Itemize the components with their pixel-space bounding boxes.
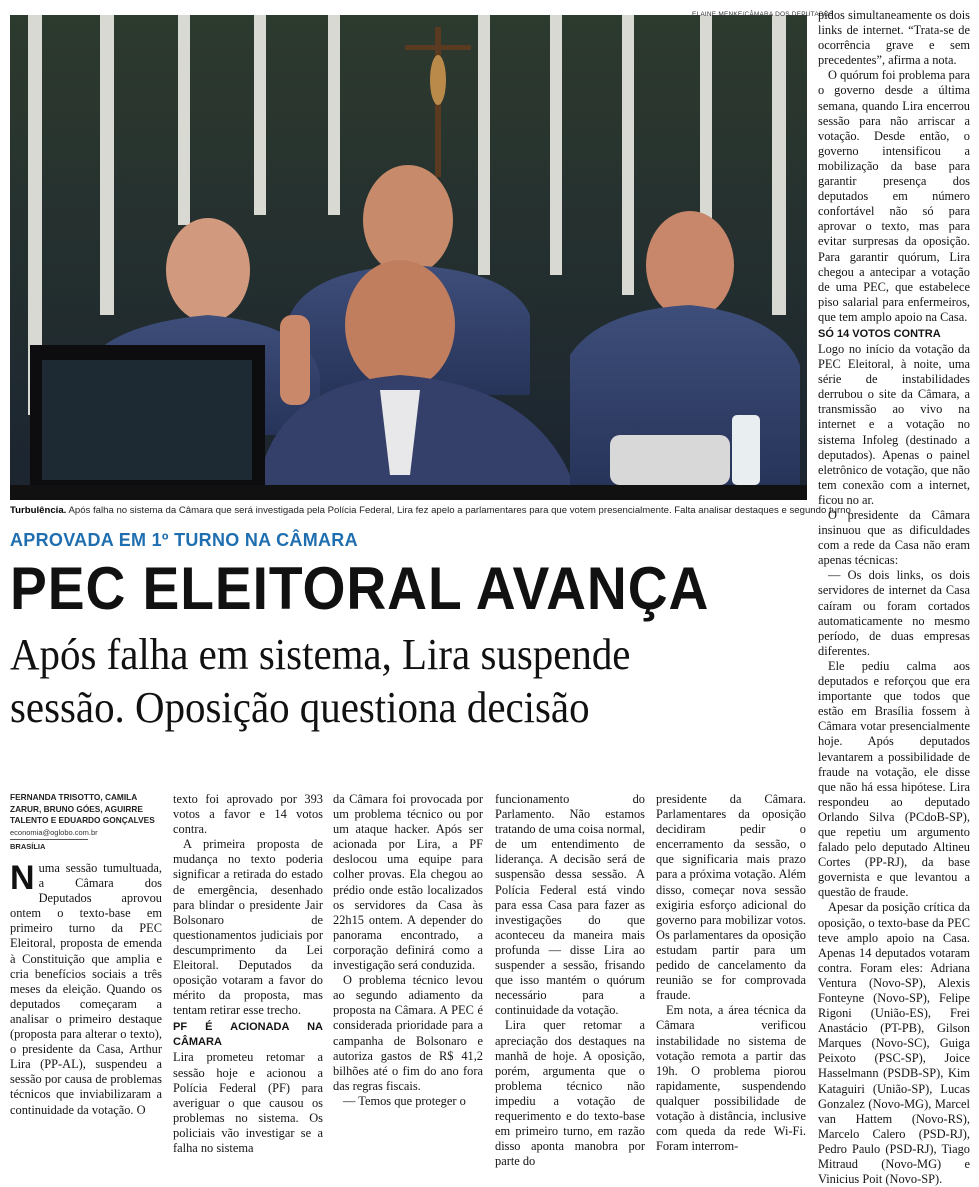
paragraph: texto foi aprovado por 393 votos a favor e 14 votos contra. <box>173 792 323 837</box>
news-photo <box>10 15 807 500</box>
paragraph: O quórum foi problema para o governo desde a última semana, quando Lira encerrou sessão para não arriscar a votação. Desde então, o governo intensificou a mobilização da base para garantir presença dos deputados em número confortável não só para aprovar o texto, mas para evitar surpresas da oposição. Para garantir quórum, Lira chegou a antecipar a votação de uma PEC, que estabelece piso salarial para enfermeiros, que tem amplo apoio na Casa. <box>818 68 970 324</box>
paragraph: Logo no início da votação da PEC Eleitoral, à noite, uma série de instabilidades derrubou o site da Câmara, a transmissão ao vivo na internet e a votação no sistema Infoleg (destinado a deputados). Apenas o painel eletrônico de votação, que não tem conexão com a internet, ficou no ar. <box>818 341 970 507</box>
article-column-1 <box>10 859 162 1117</box>
paragraph: Ele pediu calma aos deputados e reforçou que era importante que todos que estão em Brasília fossem à Câmara votar presencialmente hoje. Após deputados levantarem a possibilidade de fraude na votação, ele disse que não há essa hipótese. Lira respondeu ao deputado Orlando Silva (PCdoB-SP), que repetiu um argumento falado pelo deputado Altineu Cortes (PP-RJ), da base governista e que levantou a questão de fraude. <box>818 658 970 900</box>
section-heading: PF É ACIONADA NA CÂMARA <box>173 1021 323 1049</box>
drop-cap: N <box>10 859 35 897</box>
subhead: Após falha em sistema, Lira suspende sessão. Oposição questiona decisão <box>10 630 631 732</box>
headline: PEC ELEITORAL AVANÇA <box>10 555 710 622</box>
paragraph: Lira quer retomar a apreciação dos destaques na manhã de hoje. A oposição, porém, argumenta que o problema técnico não impediu a votação de requerimento e do texto-base em primeiro turno, em razão disso aponta manobra por parte do <box>495 1018 645 1169</box>
paragraph: da Câmara foi provocada por um problema técnico ou por um ataque hacker. Após ser acionada por Lira, a PF deslocou uma equipe para colher provas. Ela chegou ao prédio onde estão localizados os servidores da Casa às 22h15 ontem. A depender do panorama encontrado, a corporação definirá como a investigação será conduzida. <box>333 792 483 973</box>
paragraph: Apesar da posição crítica da oposição, o texto-base da PEC teve amplo apoio na Casa. Apenas 14 deputados votaram contra. Foram eles: Adriana Ventura (Novo-SP), Alexis Fonteyne (Novo-SP), Felipe Rigoni (União-ES), Frei Anastácio (PT-PB), Gilson Marques (Novo-SC), Guiga Peixoto (PSC-SP), Joice Hasselmann (PSDB-SP), Kim Kataguiri (União-SP), Lucas Gonzalez (Novo-MG), Marcel van Hattem (Novo-RS), Marcelo Calero (PSD-RJ), Pedro Paulo (PSD-RJ), Tiago Mitraud (Novo-MG) e Vinicius Poit (Novo-SP). <box>818 900 970 1187</box>
paragraph: — Os dois links, os dois servidores de internet da Casa caíram ou foram cortados automaticamente no mesmo período, de duas empresas diferentes. <box>818 568 970 658</box>
paragraph: funcionamento do Parlamento. Não estamos tratando de uma coisa normal, de um entendimento de liderança. A decisão será de suspensão dessa sessão. A Polícia Federal está vindo para essa Casa para fazer as investigações do que aconteceu da maneira mais profunda — disse Lira ao suspender a sessão, frisando que isso mantém o quórum necessário para a continuidade da votação. <box>495 792 645 1018</box>
kicker: APROVADA EM 1º TURNO NA CÂMARA <box>10 530 358 550</box>
paragraph: presidente da Câmara. Parlamentares da oposição decidiram pedir o encerramento da sessão, o que significaria mais prazo para a próxima votação. Além disso, começar nova sessão exigiria esforço adicional do governo para mobilizar votos. Os parlamentares da oposição estudam partir para um pedido de cancelamento da reunião se for comprovada fraude. <box>656 792 806 1003</box>
article-column-4 <box>495 792 645 1169</box>
paragraph: — Temos que proteger o <box>343 1093 466 1108</box>
byline-authors: FERNANDA TRISOTTO, CAMILA ZARUR, BRUNO GÓES, AGUIRRE TALENTO E EDUARDO GONÇALVES <box>10 792 155 825</box>
photo-caption <box>10 504 851 517</box>
caption-text: Após falha no sistema da Câmara que será investigada pela Polícia Federal, Lira fez apelo a parlamentares para que votem presencialmente. Falta analisar destaques e segundo turno <box>66 505 851 516</box>
photo-illustration <box>10 15 807 500</box>
paragraph: Em nota, a área técnica da Câmara verificou instabilidade no sistema de votação remota a partir das 19h. O problema piorou rapidamente, suspendendo qualquer possibilidade de votação à distância, inclusive com queda da rede Wi-Fi. Foram interrom- <box>656 1003 806 1154</box>
paragraph-text: uma sessão tumultuada, a Câmara dos Deputados aprovou ontem o texto-base em primeiro turno da PEC Eleitoral, proposta de emenda à Constituição que amplia e cria benefícios sociais a três meses da eleição. Quando os deputados começaram a analisar o primeiro destaque (proposta para alterar o texto), o presidente da Casa, Arthur Lira (PP-AL), suspendeu a sessão por causa de problemas técnicos que inviabilizaram a continuidade da votação. O <box>10 861 162 1117</box>
paragraph: O problema técnico levou ao segundo adiamento da proposta na Câmara. A PEC é considerada prioridade para a campanha de Bolsonaro e autoriza gastos de R$ 41,2 bilhões até o fim do ano fora das regras fiscais. <box>333 973 483 1093</box>
article-column-5 <box>656 792 806 1154</box>
paragraph: Lira prometeu retomar a sessão hoje e acionou a Polícia Federal (PF) para averiguar o que causou os problemas no sistema. Os policiais vão investigar se a falha no sistema <box>173 1050 323 1155</box>
byline-email[interactable]: economia@oglobo.com.br <box>10 827 88 841</box>
paragraph <box>10 861 162 1118</box>
byline-city: BRASÍLIA <box>10 842 46 851</box>
article-column-3 <box>333 792 483 1108</box>
caption-lead: Turbulência. <box>10 505 67 516</box>
paragraph: O presidente da Câmara insinuou que as dificuldades com a rede da Casa não eram apenas técnicas: <box>818 508 970 568</box>
section-heading: SÓ 14 VOTOS CONTRA <box>818 327 941 340</box>
paragraph: pidos simultaneamente os dois links de internet. “Trata-se de ocorrência grave e sem precedentes”, afirma a nota. <box>818 8 970 68</box>
article-column-2 <box>173 792 323 1155</box>
photo-credit: ELAINE MENKE/CÂMARA DOS DEPUTADOS <box>692 11 834 18</box>
byline <box>10 792 162 853</box>
article-column-6 <box>818 8 970 1187</box>
paragraph: A primeira proposta de mudança no texto poderia significar a retirada do estado de emergência, desenhado para blindar o presidente Jair Bolsonaro de questionamentos judiciais por descumprimento da Lei Eleitoral. Deputados da oposição votaram a favor do mérito da proposta, mas tentam retirar esse trecho. <box>173 837 323 1018</box>
